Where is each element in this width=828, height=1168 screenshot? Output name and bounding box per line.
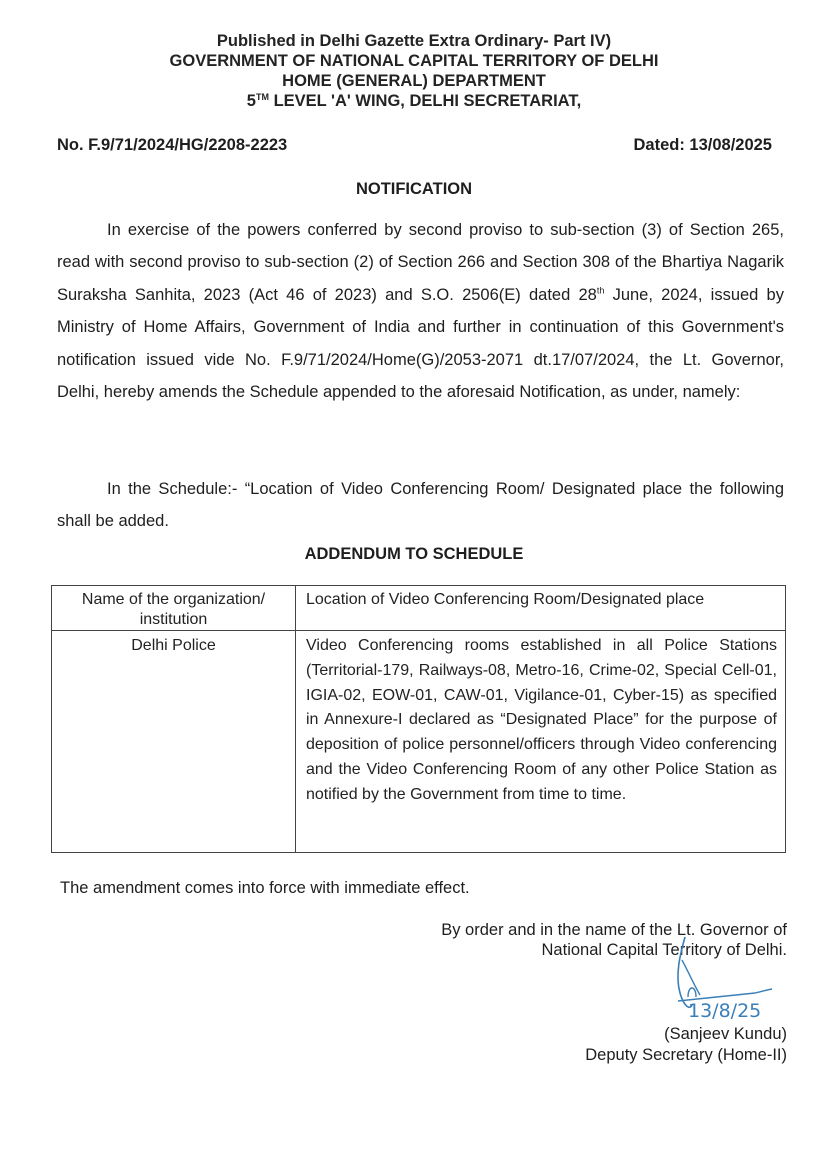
floor-suffix: TM [255,92,269,102]
office-address [0,92,828,111]
effect-statement: The amendment comes into force with immediate effect. [60,879,470,897]
para1-text-b: June, 2024, issued by Ministry of Home Affairs, Government of India and further in continuation of this Government's notification issued vide No. F.9/71/2024/Home(G)/2053-2071 dt.17/07/2024, the Lt. Governor, Delhi, hereby amends the Schedule appended to the aforesaid Notification, as under, namely: [57,285,784,402]
body-paragraph-2 [57,473,784,538]
organization-cell: Delhi Police [52,631,296,853]
address-rest: LEVEL 'A' WING, DELHI SECRETARIAT, [268,92,582,110]
body-paragraph-1 [57,214,784,408]
signatory-title: Deputy Secretary (Home-II) [585,1046,787,1064]
signatory-name: (Sanjeev Kundu) [664,1025,787,1043]
column-header-organization: Name of the organization/ institution [52,586,296,631]
gazette-publication-line: Published in Delhi Gazette Extra Ordinary- Part IV) [216,32,612,50]
addendum-title: ADDENDUM TO SCHEDULE [304,545,524,563]
floor-number: 5 [246,92,256,110]
signature-stroke-2 [682,960,700,995]
department-name: HOME (GENERAL) DEPARTMENT [282,72,546,90]
table-header-row [52,586,786,631]
reference-number: No. F.9/71/2024/HG/2208-2223 [57,136,288,154]
column-header-location: Location of Video Conferencing Room/Designated place [296,586,786,631]
order-line-2: National Capital Territory of Delhi. [541,941,787,959]
para1-text-a: In exercise of the powers conferred by second proviso to sub-section (3) of Section 265, read with second proviso to sub-section (2) of Section 266 and Section 308 of the Bhartiya Nagarik Suraksha Sanhita, 2023 (Act 46 of 2023) and S.O. 2506(E) dated 28 [57,221,784,304]
para1-ordinal: th [596,285,605,296]
signature-stroke [678,937,692,1007]
location-cell: Video Conferencing rooms established in all Police Stations (Territorial-179, Railways-08, Metro-16, Crime-02, Special Cell-01, IGIA-02, EOW-01, CAW-01, Vigilance-01, Cyber-15) as specified in Annexure-I declared as “Designated Place” for the purpose of deposition of police personnel/officers through Video conferencing and the Video Conferencing Room of any other Police Station as notified by the Government from time to time. [296,631,786,853]
signature-date: 13/8/25 [688,1000,762,1022]
table-row [52,631,786,853]
para2-text: In the Schedule:- “Location of Video Conferencing Room/ Designated place the following shall be added. [57,480,784,531]
signature-icon [660,935,800,1025]
government-name: GOVERNMENT OF NATIONAL CAPITAL TERRITORY OF DELHI [169,52,659,70]
addendum-table [51,585,786,853]
notification-title: NOTIFICATION [355,180,473,198]
notification-date: Dated: 13/08/2025 [633,136,772,154]
order-line-1: By order and in the name of the Lt. Governor of [441,921,787,939]
signature-loop [688,988,696,997]
